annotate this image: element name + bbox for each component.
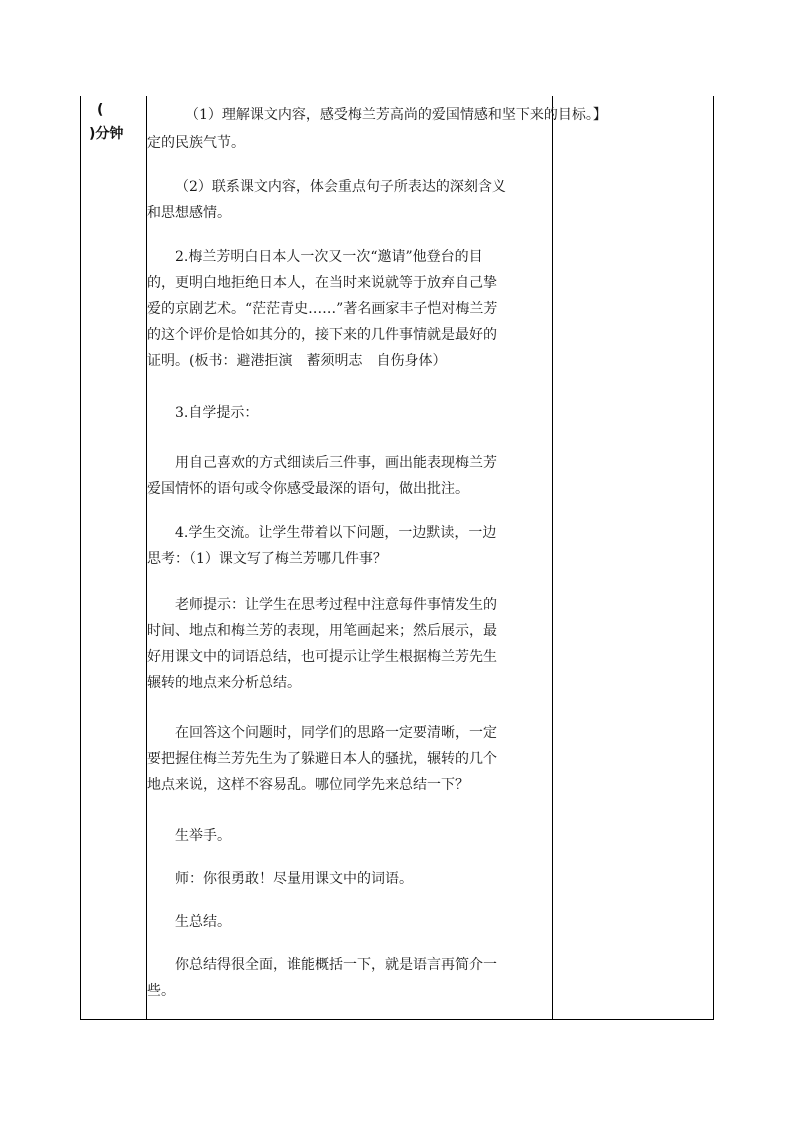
paragraph-10-line-1: 生总结。 [175, 914, 231, 930]
paragraph-2-line-3: 爱的京剧艺术。“茫茫青史……”著名画家丰子恺对梅兰芳 [147, 301, 498, 317]
lesson-content [147, 130, 552, 156]
time-cell-paren: ( [97, 102, 104, 118]
paragraph-4-line-2: 爱国情怀的语句或令你感受最深的语句，做出批注。 [147, 481, 469, 497]
paragraph-2 [147, 244, 552, 374]
paragraph-2-line-4: 的这个评价是恰如其分的，接下来的几件事情就是最好的 [147, 327, 497, 343]
paragraph-6-line-4: 辗转的地点来分析总结。 [147, 675, 301, 691]
paragraph-2-line-1: 2.梅兰芳明白日本人一次又一次“邀请”他登台的目 [175, 249, 483, 265]
objective-1-line-1: （1）理解课文内容，感受梅兰芳高尚的爱国情感和坚下来的目标。】 [185, 107, 607, 123]
paragraph-10 [147, 909, 552, 935]
paragraph-2-line-5: 证明。(板书：避港拒演 蓄须明志 自伤身体） [147, 353, 447, 369]
paragraph-6 [147, 592, 552, 696]
paragraph-9-line-1: 师：你很勇敢！尽量用课文中的词语。 [175, 871, 413, 887]
table-border-right [713, 96, 714, 1020]
paragraph-5-line-2: 思考：（1）课文写了梅兰芳哪几件事？ [147, 551, 387, 567]
objective-2-line-2: 和思想感情。 [147, 205, 231, 221]
objective-2 [147, 174, 552, 226]
paragraph-11 [147, 952, 552, 1004]
table-border-bottom [80, 1019, 714, 1020]
paragraph-9 [147, 866, 552, 892]
paragraph-4 [147, 450, 552, 502]
paragraph-7-line-1: 在回答这个问题时，同学们的思路一定要清晰，一定 [175, 725, 497, 741]
paragraph-7-line-3: 地点来说，这样不容易乱。哪位同学先来总结一下？ [147, 777, 469, 793]
table-border-left [80, 96, 81, 1020]
paragraph-3 [147, 400, 552, 426]
paragraph-11-line-1: 你总结得很全面，谁能概括一下，就是语言再简介一 [175, 957, 497, 973]
paragraph-6-line-2: 时间、地点和梅兰芳的表现，用笔画起来；然后展示，最 [147, 623, 497, 639]
paragraph-7 [147, 720, 552, 798]
paragraph-5 [147, 520, 552, 572]
paragraph-3-line-1: 3.自学提示： [175, 405, 259, 421]
objective-1-line-2: 定的民族气节。 [147, 135, 245, 151]
paragraph-2-line-2: 的，更明白地拒绝日本人，在当时来说就等于放弃自己挚 [147, 275, 497, 291]
paragraph-5-line-1: 4.学生交流。让学生带着以下问题，一边默读，一边 [175, 525, 497, 541]
paragraph-8-line-1: 生举手。 [175, 828, 231, 844]
paragraph-6-line-3: 好用课文中的词语总结，也可提示让学生根据梅兰芳先生 [147, 649, 497, 665]
table-divider-2 [552, 96, 553, 1020]
time-cell-minutes: )分钟 [89, 126, 124, 142]
paragraph-11-line-2: 些。 [147, 983, 175, 999]
paragraph-8 [147, 823, 552, 849]
objective-2-line-1: （2）联系课文内容，体会重点句子所表达的深刻含义 [175, 179, 506, 195]
paragraph-4-line-1: 用自己喜欢的方式细读后三件事，画出能表现梅兰芳 [175, 455, 497, 471]
paragraph-7-line-2: 要把握住梅兰芳先生为了躲避日本人的骚扰，辗转的几个 [147, 751, 497, 767]
paragraph-6-line-1: 老师提示：让学生在思考过程中注意每件事情发生的 [175, 597, 497, 613]
